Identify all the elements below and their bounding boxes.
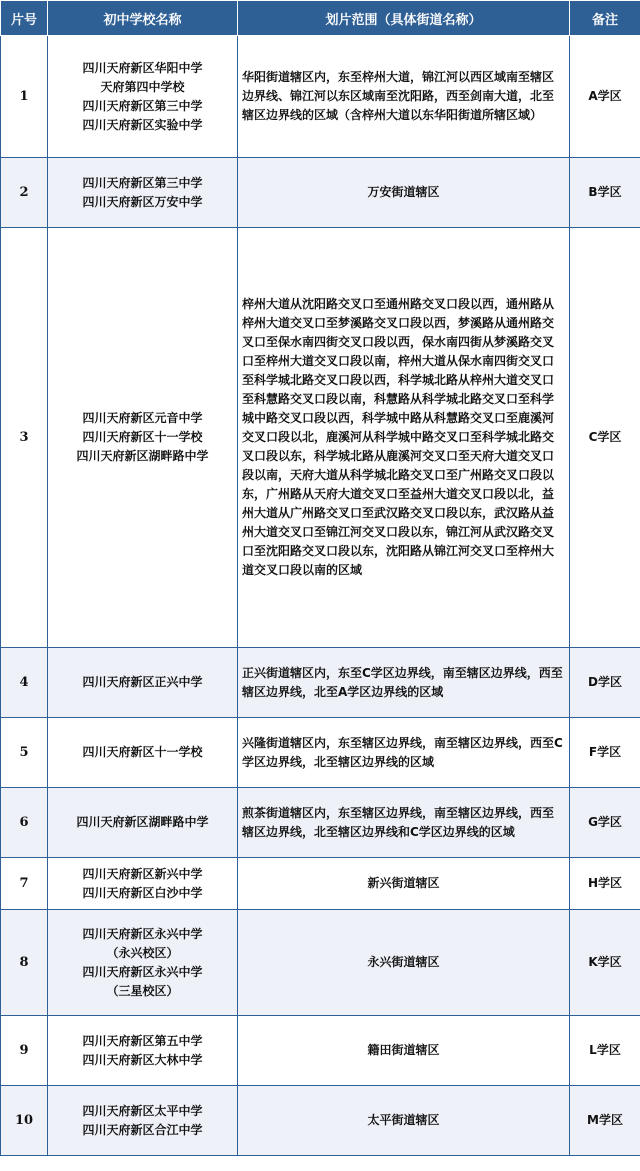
school-name: 四川天府新区实验中学 xyxy=(82,117,203,132)
table-row xyxy=(1,858,640,910)
header-zone-range: 划片范围（具体街道名称） xyxy=(238,1,570,36)
zone-range: 梓州大道从沈阳路交叉口至通州路交叉口段以西，通州路从梓州大道交叉口至梦溪路交叉口段以西，梦溪路从通州路交叉口至保水南四街交叉口段以西，保水南四街从梦溪路交叉口至梓州大道交叉口段以南，梓州大道从保水南四街交叉口至科学城北路交叉口段以西，科学城北路从梓州大道交叉口至科慧路交叉口段以南，科慧路从科学城北路交叉口至科学城中路交叉口段以西，科学城中路从科慧路交叉口至鹿溪河交叉口段以北，鹿溪河从科学城中路交叉口至科学城北路交叉口段以东，科学城北路从鹿溪河交叉口至天府大道交叉口段以南，天府大道从科学城北路交叉口至广州路交叉口段以东，广州路从天府大道交叉口至益州大道交叉口段以北，益州大道从广州路交叉口至武汉路交叉口段以东，武汉路从益州大道交叉口至锦江河交叉口段以东，锦江河从武汉路交叉口至沈阳路交叉口段以东，沈阳路从锦江河交叉口至梓州大道交叉口段以南的区域 xyxy=(238,228,570,648)
school-name: 四川天府新区第三中学 xyxy=(82,175,203,190)
zone-range: 新兴街道辖区 xyxy=(238,858,570,910)
zone-remark: G学区 xyxy=(570,788,640,858)
table-header-row xyxy=(1,1,640,36)
school-name: 四川天府新区湖畔路中学 xyxy=(76,449,209,463)
school-name: 四川天府新区第三中学 xyxy=(82,98,203,113)
table-row xyxy=(1,648,640,718)
zone-remark: K学区 xyxy=(570,910,640,1016)
school-names xyxy=(48,858,238,910)
zone-range: 兴隆街道辖区内，东至辖区边界线，南至辖区边界线，西至C学区边界线，北至辖区边界线的区域 xyxy=(238,718,570,788)
school-name: 四川天府新区第五中学 xyxy=(82,1033,203,1048)
zone-remark: D学区 xyxy=(570,648,640,718)
school-name: 四川天府新区华阳中学 xyxy=(82,60,203,75)
zone-range: 太平街道辖区 xyxy=(238,1086,570,1156)
school-names xyxy=(48,648,238,718)
zone-range: 万安街道辖区 xyxy=(238,158,570,228)
school-names xyxy=(48,718,238,788)
table-row xyxy=(1,36,640,158)
school-name: 天府第四中学校 xyxy=(100,79,185,94)
zone-number: 9 xyxy=(1,1016,48,1086)
zone-remark: A学区 xyxy=(570,36,640,158)
zone-range: 永兴街道辖区 xyxy=(238,910,570,1016)
school-name: 四川天府新区新兴中学 xyxy=(82,866,203,881)
school-name: 四川天府新区十一学校 xyxy=(82,430,203,444)
school-names xyxy=(48,788,238,858)
header-school-name: 初中学校名称 xyxy=(48,1,238,36)
school-name: 四川天府新区元音中学 xyxy=(82,411,203,425)
zone-remark: B学区 xyxy=(570,158,640,228)
school-name: 四川天府新区永兴中学 xyxy=(82,926,203,941)
school-name: 四川天府新区湖畔路中学 xyxy=(76,815,209,829)
zone-number: 5 xyxy=(1,718,48,788)
zone-number: 2 xyxy=(1,158,48,228)
school-names xyxy=(48,228,238,648)
zone-range: 籍田街道辖区 xyxy=(238,1016,570,1086)
school-name: 四川天府新区太平中学 xyxy=(82,1103,203,1118)
school-names xyxy=(48,1086,238,1156)
zone-range: 煎茶街道辖区内，东至辖区边界线，南至辖区边界线，西至辖区边界线，北至辖区边界线和C学区边界线的区域 xyxy=(238,788,570,858)
table-row xyxy=(1,1016,640,1086)
header-remark: 备注 xyxy=(570,1,640,36)
table-row xyxy=(1,788,640,858)
school-names xyxy=(48,910,238,1016)
table-row xyxy=(1,910,640,1016)
table-row xyxy=(1,1086,640,1156)
zone-number: 3 xyxy=(1,228,48,648)
table-row xyxy=(1,228,640,648)
school-name: 四川天府新区合江中学 xyxy=(82,1122,203,1137)
school-name: 四川天府新区正兴中学 xyxy=(82,675,203,689)
school-names xyxy=(48,36,238,158)
zone-number: 6 xyxy=(1,788,48,858)
zone-remark: C学区 xyxy=(570,228,640,648)
table-row xyxy=(1,718,640,788)
zone-number: 1 xyxy=(1,36,48,158)
zone-number: 7 xyxy=(1,858,48,910)
zone-remark: L学区 xyxy=(570,1016,640,1086)
zone-remark: H学区 xyxy=(570,858,640,910)
zone-number: 8 xyxy=(1,910,48,1016)
school-names xyxy=(48,158,238,228)
zone-range: 正兴街道辖区内，东至C学区边界线，南至辖区边界线，西至辖区边界线，北至A学区边界线的区域 xyxy=(238,648,570,718)
school-name: （永兴校区） xyxy=(106,945,179,960)
header-zone-number: 片号 xyxy=(1,1,48,36)
school-name: 四川天府新区十一学校 xyxy=(82,745,203,759)
school-name: （三星校区） xyxy=(106,983,179,998)
table-row xyxy=(1,158,640,228)
zone-remark: M学区 xyxy=(570,1086,640,1156)
school-name: 四川天府新区大林中学 xyxy=(82,1052,203,1067)
school-name: 四川天府新区永兴中学 xyxy=(82,964,203,979)
school-names xyxy=(48,1016,238,1086)
zone-range: 华阳街道辖区内，东至梓州大道，锦江河以西区域南至辖区边界线、锦江河以东区域南至沈阳路，西至剑南大道，北至辖区边界线的区域（含梓州大道以东华阳街道所辖区域） xyxy=(238,36,570,158)
school-name: 四川天府新区白沙中学 xyxy=(82,885,203,900)
table-body xyxy=(1,36,640,1156)
zone-number: 4 xyxy=(1,648,48,718)
zone-number: 10 xyxy=(1,1086,48,1156)
school-name: 四川天府新区万安中学 xyxy=(82,194,203,209)
zone-remark: F学区 xyxy=(570,718,640,788)
